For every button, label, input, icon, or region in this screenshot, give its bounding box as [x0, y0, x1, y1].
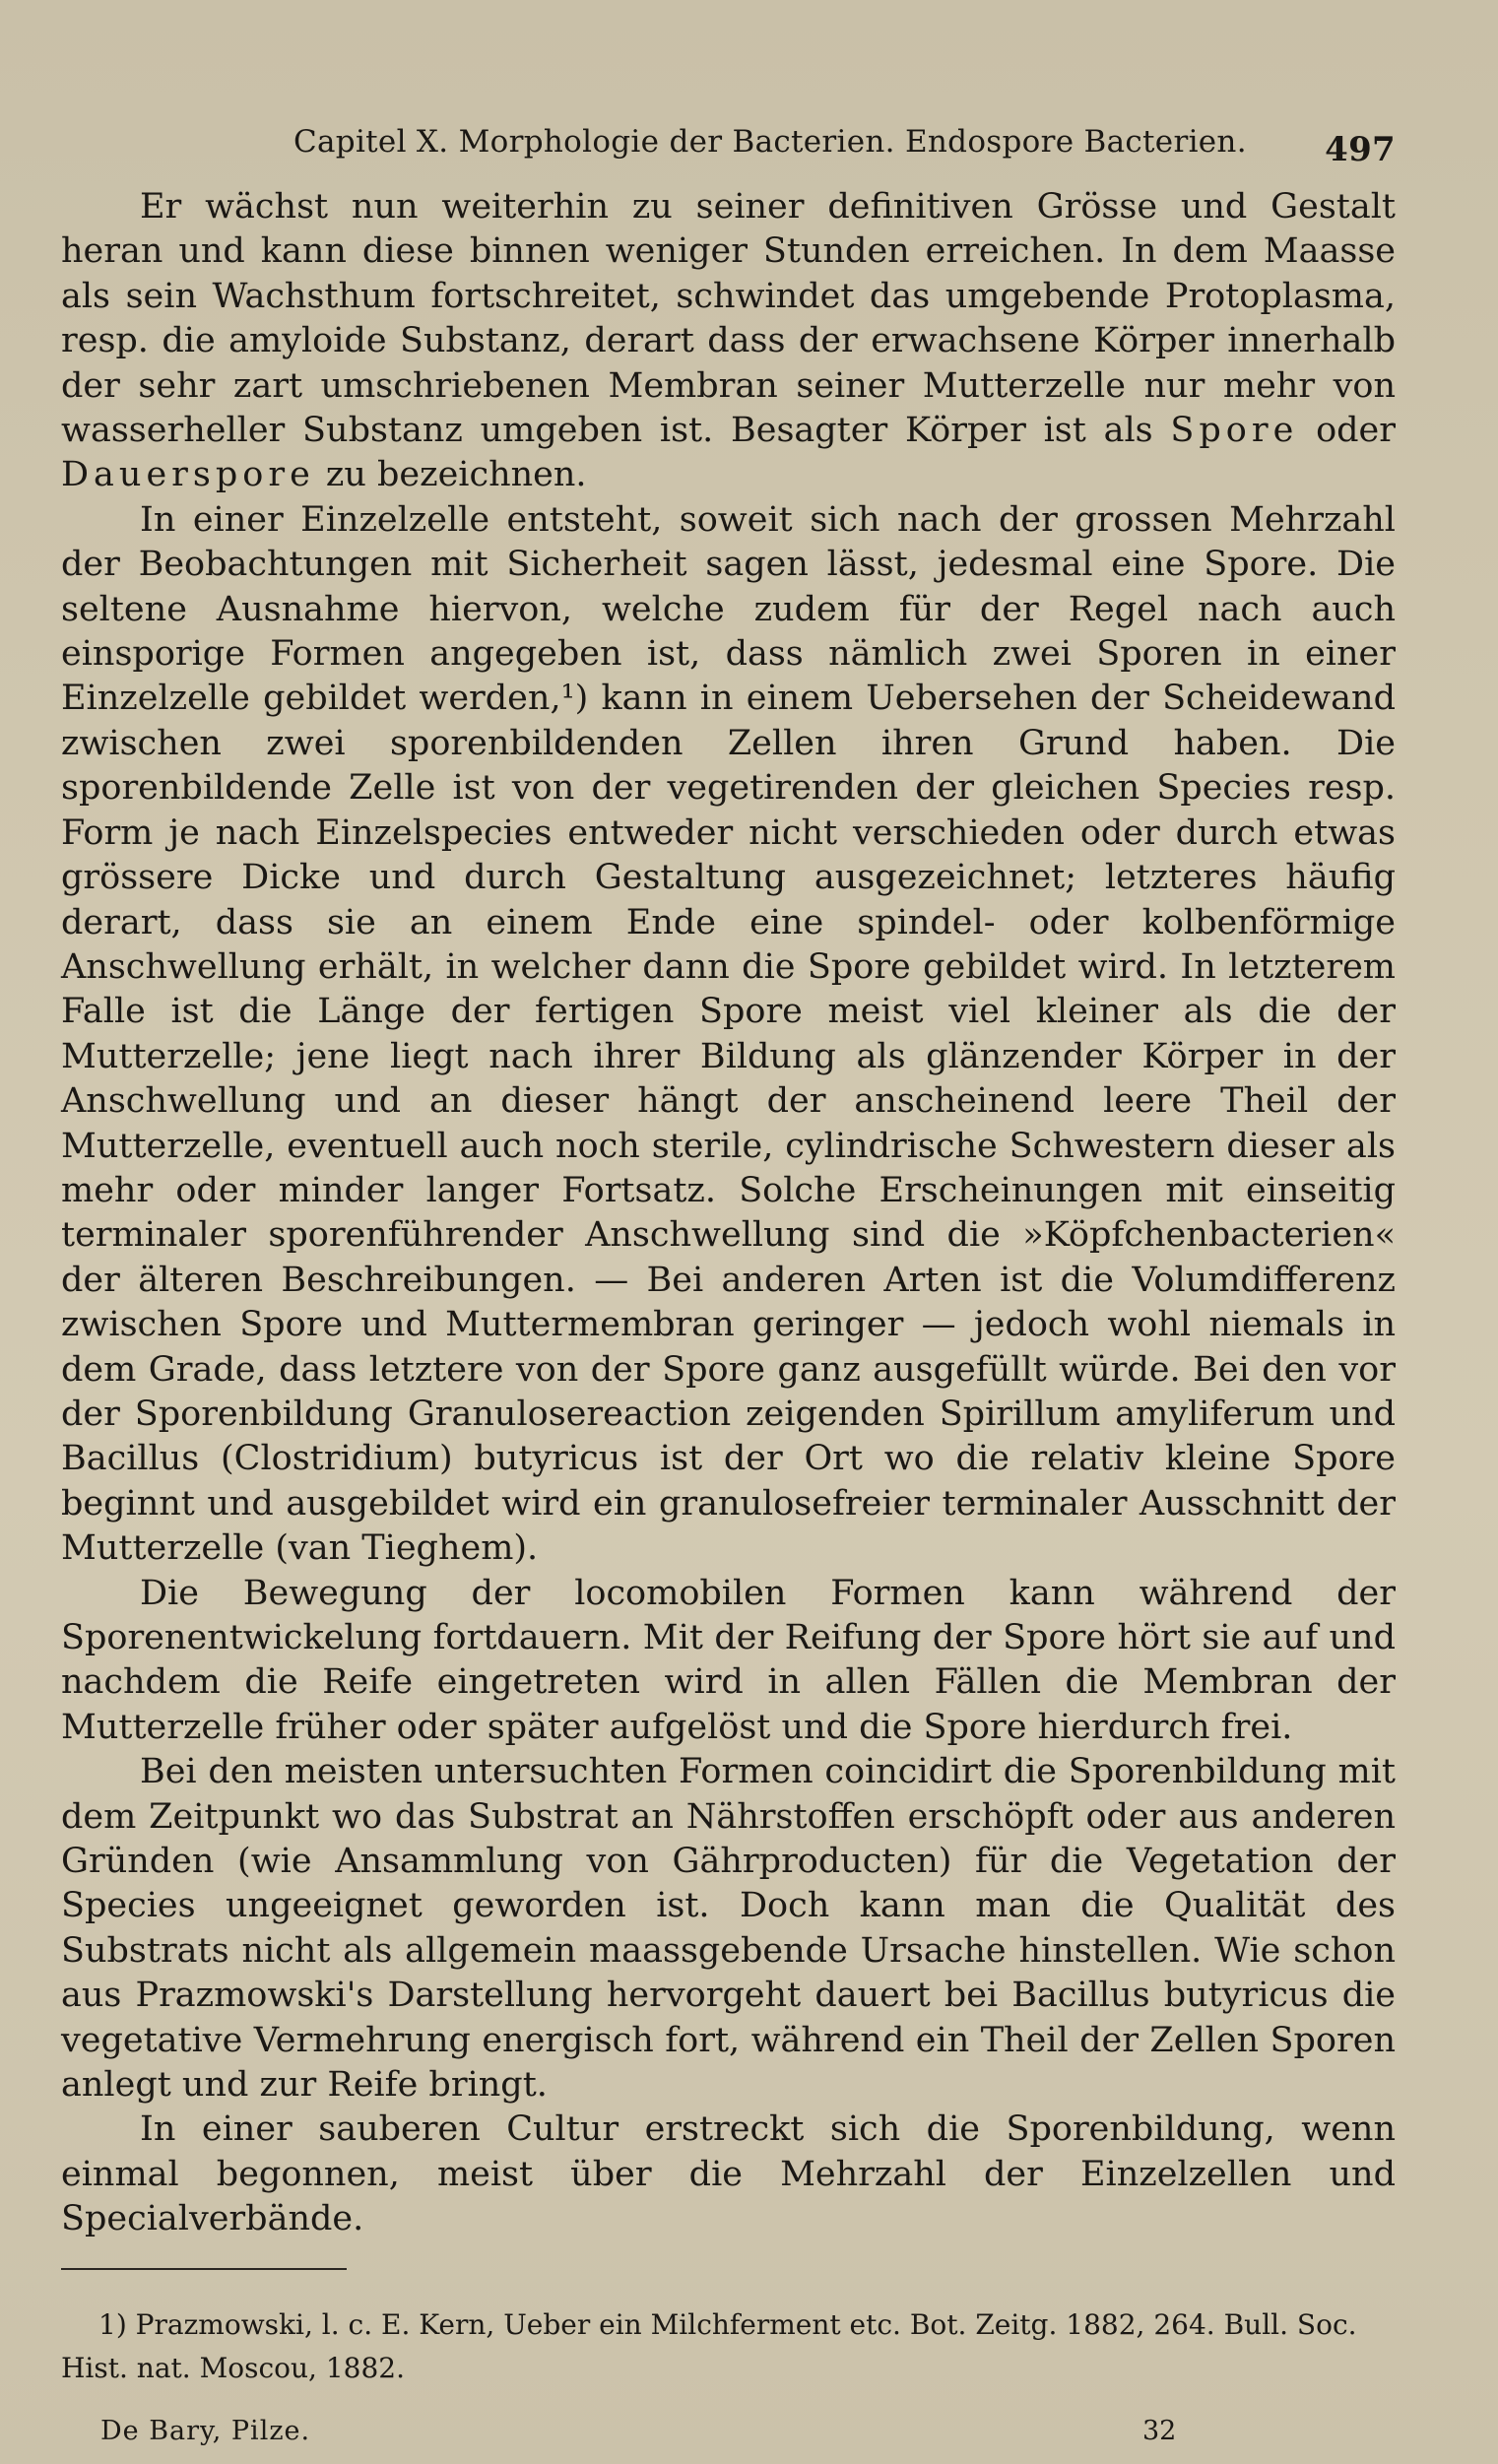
page-header — [61, 116, 1396, 167]
paragraph-1-middle: oder — [1298, 411, 1396, 451]
sheet-number: 32 — [1142, 2415, 1177, 2446]
running-title: Capitel X. Morphologie der Bacterien. Endospore Bacterien. — [293, 124, 1247, 160]
footnote-divider — [61, 2268, 347, 2270]
paragraph-2: In einer Einzelzelle entsteht, soweit sich nach der grossen Mehrzahl der Beobachtungen mit Sicherheit sagen lässt, jedesmal eine Spore. Die seltene Ausnahme hiervon, welche zudem für der Regel nach auch einsporige Formen angegeben ist, dass nämlich zwei Sporen in einer Einzelzelle gebildet werden,¹) kann in einem Uebersehen der Scheidewand zwischen zwei sporenbildenden Zellen ihren Grund haben. Die sporenbildende Zelle ist von der vegetirenden der gleichen Species resp. Form je nach Einzelspecies entweder nicht verschieden oder durch etwas grössere Dicke und durch Gestaltung ausgezeichnet; letzteres häufig derart, dass sie an einem Ende eine spindel- oder kolbenförmige Anschwellung erhält, in welcher dann die Spore gebildet wird. In letzterem Falle ist die Länge der fertigen Spore meist viel kleiner als die der Mutterzelle; jene liegt nach ihrer Bildung als glänzender Körper in der Anschwellung und an dieser hängt der anscheinend leere Theil der Mutterzelle, eventuell auch noch sterile, cylindrische Schwestern dieser als mehr oder minder langer Fortsatz. Solche Erscheinungen mit einseitig terminaler sporenführender Anschwellung sind die »Köpfchenbacterien« der älteren Beschreibungen. — Bei anderen Arten ist die Volumdifferenz zwischen Spore und Muttermembran geringer — jedoch wohl niemals in dem Grade, dass letztere von der Spore ganz ausgefüllt würde. Bei den vor der Sporenbildung Granulosereaction zeigenden Spirillum amyliferum und Bacillus (Clostridium) butyricus ist der Ort wo die relativ kleine Spore beginnt und ausgebildet wird ein granulosefreier terminaler Ausschnitt der Mutterzelle (van Tieghem). — [61, 499, 1396, 1569]
paragraph-1-after: zu bezeichnen. — [314, 455, 587, 495]
paragraph-1-before: Er wächst nun weiterhin zu seiner definitiven Grösse und Gestalt heran und kann diese binnen weniger Stunden erreichen. In dem Maasse als sein Wachsthum fortschreitet, schwindet das umgebende Protoplasma, resp. die amyloide Substanz, derart dass der erwachsene Körper innerhalb der sehr zart umschriebenen Membran seiner Mutterzelle nur mehr von wasserheller Substanz umgeben ist. Besagter Körper ist als — [61, 187, 1396, 451]
term-dauerspore: Dauerspore — [61, 455, 315, 495]
paragraph-4: Bei den meisten untersuchten Formen coincidirt die Sporenbildung mit dem Zeitpunkt wo das Substrat an Nährstoffen erschöpft oder aus anderen Gründen (wie Ansammlung von Gährproducten) für die Vegetation der Species ungeeignet geworden ist. Doch kann man die Qualität des Substrats nicht als allgemein maassgebende Ursache hinstellen. Wie schon aus Prazmowski's Darstellung hervorgeht dauert bei Bacillus butyricus die vegetative Vermehrung energisch fort, während ein Theil der Zellen Sporen anlegt und zur Reife bringt. — [61, 1752, 1396, 2106]
text-block — [61, 116, 1396, 2455]
paragraph-5: In einer sauberen Cultur erstreckt sich die Sporenbildung, wenn einmal begonnen, meist über die Mehrzahl der Einzelzellen und Specialverbände. — [61, 2109, 1396, 2239]
footnote: 1) Prazmowski, l. c. E. Kern, Ueber ein Milchferment etc. Bot. Zeitg. 1882, 264. Bull. Soc. Hist. nat. Moscou, 1882. — [61, 2307, 1357, 2384]
paragraph-3: Die Bewegung der locomobilen Formen kann während der Sporenentwickelung fortdauern. Mit der Reifung der Spore hört sie auf und nachdem die Reife eingetreten wird in allen Fällen die Membran der Mutterzelle früher oder später aufgelöst und die Spore hierdurch frei. — [61, 1573, 1396, 1747]
page-number: 497 — [1325, 130, 1396, 169]
page-footer — [61, 2416, 1396, 2455]
term-spore: Spore — [1170, 411, 1299, 451]
paragraph-1 — [61, 185, 1396, 498]
body-text — [61, 185, 1396, 2242]
printer-signature: De Bary, Pilze. — [100, 2415, 311, 2446]
